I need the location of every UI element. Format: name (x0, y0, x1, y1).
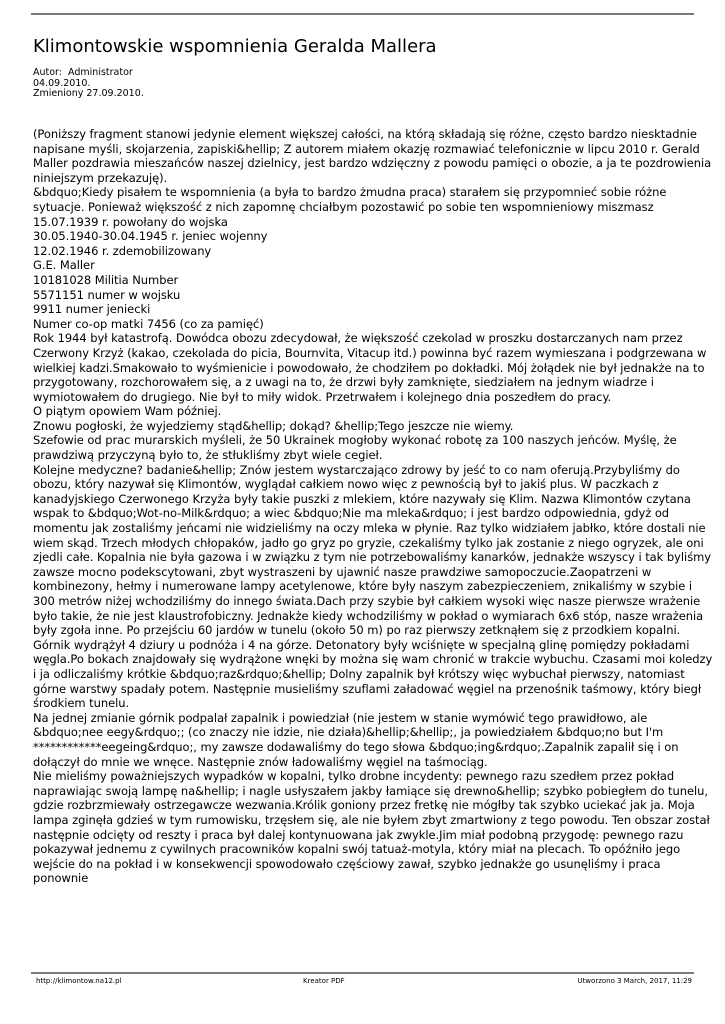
created-date: 04.09.2010. (33, 77, 91, 89)
paragraph: Znowu pogłoski, że wyjedziemy stąd&hellip; dokąd? &hellip;Tego jeszcze nie wiemy. (33, 418, 514, 433)
paragraph: 5571151 numer w wojsku (33, 287, 181, 302)
author-line (33, 68, 144, 79)
paragraph: 15.07.1939 r. powołany do wojska (33, 214, 228, 229)
article-body (33, 127, 715, 886)
paragraph: Kolejne medyczne? badanie&hellip; Znów jestem wystarczająco zdrowy by jeść to co nam oferują.Przybyliśmy do obozu, który nazywał się Klimontów, wyglądał całkiem nowo więc z pewnością był to jakiś plus. W paczkach z kanadyjskiego Czerwonego Krzyża były takie puszki z mlekiem, które nazywały się Klim. Nazwa Klimontów czytana wspak to &bdquo;Wot-no-Milk&rdquo; a wiec &bdquo;Nie ma mleka&rdquo; i jest bardzo odpowiednia, gdyż od momentu jak zostaliśmy jeńcami nie widzieliśmy na oczy mleka w płynie. Raz tylko widziałem jabłko, które dostali nie wiem skąd. Trzech młodych chłopaków, jadło go gryz po gryzie, czekaliśmy tylko jak zostanie z niego ogryzek, ale oni zjedli całe. Kopalnia nie była gazowa i w związku z tym nie potrzebowaliśmy kanarków, jednakże wszyscy i tak byliśmy zawsze mocno podekscytowani, zbyt wystraszeni by ujawnić nasze prawdziwe samopoczucie.Zaopatrzeni w kombinezony, hełmy i numerowane lampy acetylenowe, które były naszym zabezpieczeniem, znikaliśmy w szybie i 300 metrów niżej wchodziliśmy do innego świata.Dach przy szybie był całkiem wysoki więc nasze pierwsze wrażenie było takie, że nie jest klaustrofobiczny. Jednakże kiedy wchodziliśmy w pokład o wymiarach 6x6 stóp, nasze wrażenia były zgoła inne. Po przejściu 60 jardów w tunelu (około 50 m) po raz pierwszy zetknąłem się z przodkiem kopalni. Górnik wydrążył 4 dziury u podnóża i 4 na górze. Detonatory były wciśnięte w specjalną glinę pomiędzy pokładami węgla.Po bokach znajdowały się wydrążone wnęki by można się wam chronić w trakcie wybuchu. Czasami moi koledzy i ja odliczaliśmy krótkie &bdquo;raz&rdquo;&hellip; Dolny zapalnik był krótszy więc wybuchał pierwszy, natomiast górne warstwy spadały potem. Następnie musieliśmy szuflami załadować węgiel na przenośnik taśmowy, który biegł środkiem tunelu. (33, 462, 713, 711)
header-rule (31, 13, 694, 15)
paragraph: Rok 1944 był katastrofą. Dowódca obozu zdecydował, że większość czekolad w proszku dostarczanych nam przez Czerwony Krzyż (kakao, czekolada do picia, Bournvita, Vitacup itd.) powinna być razem wymieszana i podgrzewana w wielkiej kadzi.Smakowało to wyśmienicie i powodowało, że chodziłem po dokładki. Mój żołądek nie był jednakże na to przygotowany, rozchorowałem się, a z uwagi na to, że drzwi były zamknięte, siedziałem na jednym wiadrze i wymiotowałem do drugiego. Nie był to miły widok. Przetrwałem i kolejnego dnia poszedłem do pracy. (33, 331, 707, 404)
paragraph: (Poniższy fragment stanowi jedynie element większej całości, na którą składają się różne, często bardzo niesktadnie napisane myśli, skojarzenia, zapiski&hellip; Z autorem miałem okazję rozmawiać telefonicznie w lipcu 2010 r. Gerald Maller pozdrawia mieszańców naszej dzielnicy, jest bardzo wdzięczny z powodu pamięci o obozie, a ja te pozdrowienia niniejszym przekazuję). (33, 127, 712, 185)
footer-created: Utworzono 3 March, 2017, 11:29 (577, 977, 692, 985)
paragraph: 9911 numer jeniecki (33, 302, 151, 317)
author-label: Autor: (33, 67, 62, 78)
article-meta (33, 68, 144, 100)
paragraph: O piątym opowiem Wam później. (33, 404, 222, 419)
paragraph: G.E. Maller (33, 258, 95, 273)
footer-rule (31, 972, 694, 974)
paragraph: Szefowie od prac murarskich myśleli, że 50 Ukrainek mogłoby wykonać robotę za 100 naszych jeńców. Myślę, że prawdziwą przyczyną było to, że stłukliśmy zbyt wiele cegieł. (33, 433, 677, 463)
paragraph: 30.05.1940-30.04.1945 r. jeniec wojenny (33, 229, 268, 244)
paragraph: Na jednej zmianie górnik podpalał zapalnik i powiedział (nie jestem w stanie wymówić tego prawidłowo, ale &bdquo;nee eegy&rdquo;; (co znaczy nie idzie, nie działa)&hellip;&hellip;, ja powiedziałem &bdquo;no but I'm ************eegeing&rdquo;, my zawsze dodawaliśmy do tego słowa &bdquo;ing&rdquo;.Zapalnik zapalił się i on dołączył do mnie we wnęce. Następnie znów ładowaliśmy węgiel na taśmociąg. (33, 710, 679, 769)
author-value: Administrator (68, 67, 133, 78)
paragraph: Numer co-op matki 7456 (co za pamięć) (33, 316, 264, 331)
footer-url: http://klimontow.na12.pl (36, 977, 122, 985)
page-title: Klimontowskie wspomnienia Geralda Mallera (33, 36, 437, 57)
paragraph: Nie mieliśmy poważniejszych wypadków w kopalni, tylko drobne incydenty: pewnego razu szedłem przez pokład naprawiając swoją lampę na&hellip; i nagle usłyszałem jakby łamiące się drewno&hellip; szybko pobiegłem do tunelu, gdzie rozbrzmiewały ostrzegawcze wezwania.Królik goniony przez fretkę nie mógłby tak szybko uciekać jak ja. Moja lampa zginęła gdzieś w tym rumowisku, trzęsłem się, ale nie byłem zbyt zmartwiony z tego powodu. Ten obszar został następnie odcięty od reszty i praca był dalej kontynuowana jak zwykle.Jim miał podobną przygodę: pewnego razu pokazywał jednemu z cywilnych pracowników kopalni swój tatuaż-motyla, który miał na plecach. To opóźniło jego wejście do na pokład i w konsekwencji spowodowało częściowy zawał, szybko jednakże go usunęliśmy i praca ponownie (33, 769, 710, 886)
paragraph: &bdquo;Kiedy pisałem te wspomnienia (a była to bardzo żmudna praca) starałem się przypomnieć sobie różne sytuacje. Ponieważ większość z nich zapomnę chciałbym pozostawić po sobie ten wspomnieniowy miszmasz (33, 185, 667, 214)
paragraph: 12.02.1946 r. zdemobilizowany (33, 243, 212, 258)
footer-generator: Kreator PDF (303, 977, 345, 985)
modified-date: Zmieniony 27.09.2010. (33, 88, 144, 100)
paragraph: 10181028 Militia Number (33, 272, 179, 287)
